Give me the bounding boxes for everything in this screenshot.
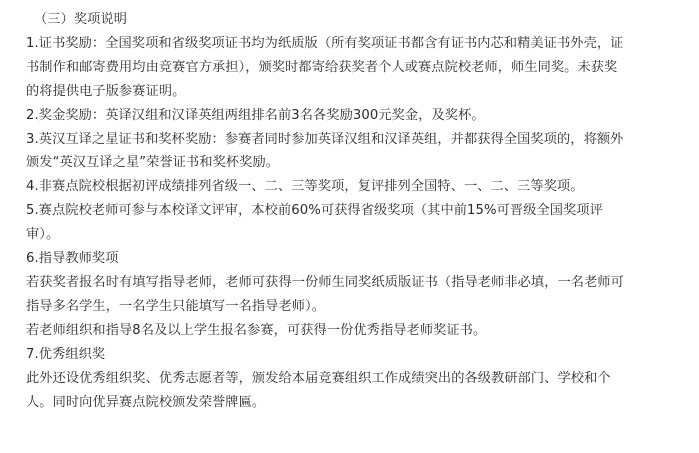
subheading-organization-award — [26, 343, 686, 367]
text-line: 若获奖者报名时有填写指导老师，老师可获得一份师生同奖纸质版证书（指导老师非必填，一名老师可 — [26, 274, 624, 290]
text-line: 指导多名学生，一名学生只能填写一名指导老师）。 — [26, 298, 326, 314]
text-line: 若老师组织和指导8名及以上学生报名参赛，可获得一份优秀指导老师奖证书。 — [26, 322, 487, 338]
paragraph-excellent-instructor — [26, 319, 686, 343]
text-line: 2.奖金奖励：英译汉组和汉译英组两组排名前3名各奖励300元奖金，及奖杯。 — [26, 107, 485, 123]
text-line: 5.赛点院校老师可参与本校译文评审，本校前60%可获得省级奖项（其中前15%可晋级全国奖项评 — [26, 203, 603, 219]
text-line: 7.优秀组织奖 — [26, 346, 106, 362]
paragraph-translation-star-award — [26, 128, 686, 176]
text-line: 6.指导教师奖项 — [26, 251, 119, 267]
document-body — [26, 8, 686, 414]
text-line: 1.证书奖励：全国奖项和省级奖项证书均为纸质版（所有奖项证书都含有证书内芯和精美证书外壳，证 — [26, 35, 624, 51]
paragraph-instructor-certificate — [26, 271, 686, 319]
text-line: 此外还设优秀组织奖、优秀志愿者等，颁发给本届竞赛组织工作成绩突出的各级教研部门、学校和个 — [26, 370, 611, 386]
text-line: 3.英汉互译之星证书和奖杯奖励：参赛者同时参加英译汉组和汉译英组，并都获得全国奖项的，将额外 — [26, 131, 624, 147]
text-line: 审）。 — [26, 227, 60, 243]
text-line: 颁发“英汉互译之星”荣誉证书和奖杯奖励。 — [26, 155, 280, 171]
text-line: 人。同时向优异赛点院校颁发荣誉牌匾。 — [26, 394, 266, 410]
text-line: 的将提供电子版参赛证明。 — [26, 83, 186, 99]
paragraph-organization-award — [26, 367, 686, 415]
text-line: 4.非赛点院校根据初评成绩排列省级一、二、三等奖项，复评排列全国特、一、二、三等奖项。 — [26, 179, 584, 195]
paragraph-non-venue-schools — [26, 175, 686, 199]
subheading-instructor-award — [26, 247, 686, 271]
paragraph-cash-award — [26, 104, 686, 128]
paragraph-venue-school-teachers — [26, 199, 686, 247]
section-title: （三）奖项说明 — [34, 12, 128, 27]
paragraph-certificate-award — [26, 32, 686, 104]
text-line: 书制作和邮寄费用均由竞赛官方承担），颁奖时都寄给获奖者个人或赛点院校老师，师生同奖。未获奖 — [26, 59, 618, 75]
